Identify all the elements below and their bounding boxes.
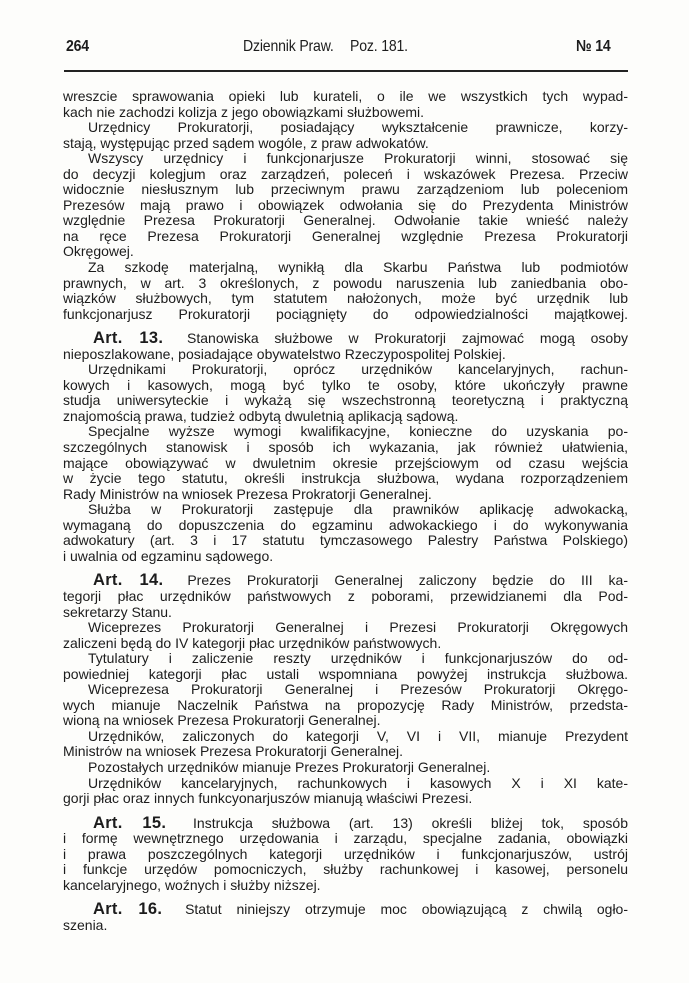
article-paragraph — [63, 902, 628, 933]
article-paragraph — [63, 813, 628, 894]
text-line: Wszyscy urzędnicy i funkcjonarjusze Prokuratorji winni, stosować się — [88, 150, 628, 167]
text-line: Rady Ministrów na wniosek Prezesa Prokratorji Generalnej. — [63, 485, 432, 502]
text-line: Urzędnicy Prokuratorji, posiadający wykształcenie prawnicze, korzy- — [88, 119, 628, 136]
text-line: tegorji płac urzędników państwowych z poborami, przewidzianemi dla Pod- — [63, 587, 628, 604]
paragraph — [63, 260, 628, 322]
text-line: Tytulatury i zaliczenie reszty urzędników i funkcjonarjuszów do od- — [88, 650, 628, 667]
text-line: wiązków służbowych, tym statutem nałożonych, może być urzędnik lub — [63, 290, 628, 307]
text-line: do decyzji kolegjum oraz zarządzeń, poleceń i wskazówek Prezesa. Przeciw — [63, 165, 628, 182]
paragraph — [63, 620, 628, 651]
text-line: funkcjonarjusz Prokuratorji pociągnięty do odpowiedzialności majątkowej. — [63, 305, 628, 322]
document-body — [63, 89, 628, 933]
text-line: studja uniwersyteckie i wykażą się wszechstronną teoretyczną i praktyczną — [63, 392, 628, 409]
text-line: szenia. — [63, 916, 108, 933]
text-line: znajomością prawa, tudzież odbytą dwuletnią aplikacją sądową. — [63, 407, 459, 424]
text-line: prawnych, w art. 3 określonych, z powodu naruszenia lub zaniedbania obo- — [63, 274, 628, 291]
text-line: Prezesów mają prawo i obowiązek odwołania się do Prezydenta Ministrów — [63, 196, 628, 213]
text-line: na ręce Prezesa Prokuratorji Generalnej względnie Prezesa Prokuratorji — [63, 227, 628, 244]
text-line: szczególnych stanowisk i sposób ich wykazania, jak również ułatwienia, — [63, 439, 628, 456]
text-line: kancelaryjnego, woźnych i służby niższej. — [63, 876, 321, 893]
text-line: Urzędnikami Prokuratorji, oprócz urzędników kancelaryjnych, rachun- — [88, 361, 628, 378]
text-line: Wiceprezesa Prokuratorji Generalnej i Prezesów Prokuratorji Okręgo- — [88, 681, 628, 698]
text-line: sekretarzy Stanu. — [63, 603, 172, 620]
paragraph — [63, 362, 628, 424]
text-line: Służba w Prokuratorji zastępuje dla prawników aplikację adwokacką, — [88, 501, 628, 518]
text-line: nieposzlakowane, posiadające obywatelstwo Rzeczypospolitej Polskiej. — [63, 345, 506, 362]
paragraph — [63, 651, 628, 682]
text-line — [63, 331, 628, 347]
text-line: mające obowiązywać w dwuletnim okresie przejściowym od czasu wejścia — [63, 454, 628, 471]
text-line: w życie tego statutu, określi instrukcja służbowa, wydana rozporządzeniem — [63, 470, 628, 487]
paragraph — [63, 776, 628, 807]
text-line — [63, 573, 628, 589]
text-line: wreszcie sprawowania opieki lub kurateli, o ile we wszystkich tych wypad- — [63, 88, 628, 104]
position-number: Poz. 181. — [350, 38, 408, 55]
paragraph — [63, 729, 628, 760]
paragraph — [63, 502, 628, 564]
text-line: Specjalne wyższe wymogi kwalifikacyjne, konieczne do uzyskania po- — [88, 423, 628, 440]
paragraph — [63, 120, 628, 151]
article-heading: Art. 13. — [93, 329, 164, 348]
text-line: Wiceprezes Prokuratorji Generalnej i Prezesi Prokuratorji Okręgowych — [88, 619, 628, 636]
line-text: Statut niniejszy otrzymuje moc obowiązującą z chwilą ogło- — [185, 901, 629, 918]
text-line: i funkcje urzędów pomocniczych, służby rachunkowej i kasowej, personelu — [63, 861, 628, 878]
article-heading: Art. 14. — [93, 571, 164, 590]
paragraph — [63, 760, 628, 776]
text-line: Ministrów na wniosek Prezesa Prokuratorji Generalnej. — [63, 743, 404, 760]
text-line: Urzędników, zaliczonych do kategorji V, VI i VII, mianuje Prezydent — [88, 727, 628, 744]
article-paragraph — [63, 331, 628, 362]
text-line: wymaganą do dopuszczenia do egzaminu adwokackiego i do wykonywania — [63, 516, 628, 533]
issue-number: № 14 — [576, 38, 611, 55]
paragraph — [63, 424, 628, 502]
text-line: Okręgowej. — [63, 243, 134, 260]
text-line: Urzędników kancelaryjnych, rachunkowych i kasowych X i XI kate- — [88, 774, 628, 791]
text-line: wioną na wniosek Prezesa Prokuratorji Generalnej. — [63, 712, 381, 729]
text-line: stają, występując przed sądem wogóle, z praw adwokatów. — [63, 134, 429, 151]
text-line — [63, 902, 628, 918]
text-line: Za szkodę materjalną, wynikłą dla Skarbu Państwa lub podmiotów — [88, 259, 628, 276]
text-line — [63, 813, 628, 832]
text-line: i prawa poszczególnych kategorji urzędników i funkcjonarjuszów, ustrój — [63, 845, 628, 862]
text-line: adwokatury (art. 3 i 17 statutu tymczasowego Palestry Państwa Polskiego) — [63, 532, 628, 549]
journal-title: Dziennik Praw. — [243, 38, 334, 55]
header-rule — [64, 70, 628, 72]
text-line: względnie Prezesa Prokuratorji Generalnej. Odwołanie takie wnieść należy — [63, 212, 628, 229]
paragraph — [63, 151, 628, 260]
article-heading: Art. 15. — [93, 813, 167, 832]
text-line: powiedniej kategorji płac ustali wspomniana powyżej instrukcja służbowa. — [63, 665, 628, 682]
text-line: Pozostałych urzędników mianuje Prezes Prokuratorji Generalnej. — [88, 758, 491, 775]
page-number: 264 — [66, 38, 89, 55]
text-line: zaliczeni będą do IV kategorji płac urzędników państwowych. — [63, 634, 442, 651]
line-text: Prezes Prokuratorji Generalnej zaliczony będzie do III ka- — [187, 572, 628, 589]
article-heading: Art. 16. — [93, 900, 163, 919]
text-line: gorji płac oraz innych funkcyonarjuszów mianują właściwi Prezesi. — [63, 790, 473, 807]
text-line: kowych i kasowych, mogą być tylko te osoby, które ukończyły prawne — [63, 376, 628, 393]
article-paragraph — [63, 573, 628, 620]
text-line: widocznie niesłusznym lub przeciwnym prawu zarządzeniom lub poleceniom — [63, 181, 628, 198]
paragraph — [63, 682, 628, 729]
paragraph — [63, 89, 628, 120]
text-line: wych mianuje Naczelnik Państwa na propozycję Rady Ministrów, przedsta- — [63, 696, 628, 713]
line-text: Stanowiska służbowe w Prokuratorji zajmować mogą osoby — [187, 330, 629, 347]
text-line: i uwalnia od egzaminu sądowego. — [63, 547, 274, 564]
line-text: Instrukcja służbowa (art. 13) określi bliżej tok, sposób — [193, 814, 628, 831]
text-line: kach nie zachodzi kolizja z jego obowiązkami służbowemi. — [63, 103, 425, 120]
text-line: i formę wewnętrznego urzędowania i zarządu, specjalne zadania, obowiązki — [63, 830, 628, 847]
